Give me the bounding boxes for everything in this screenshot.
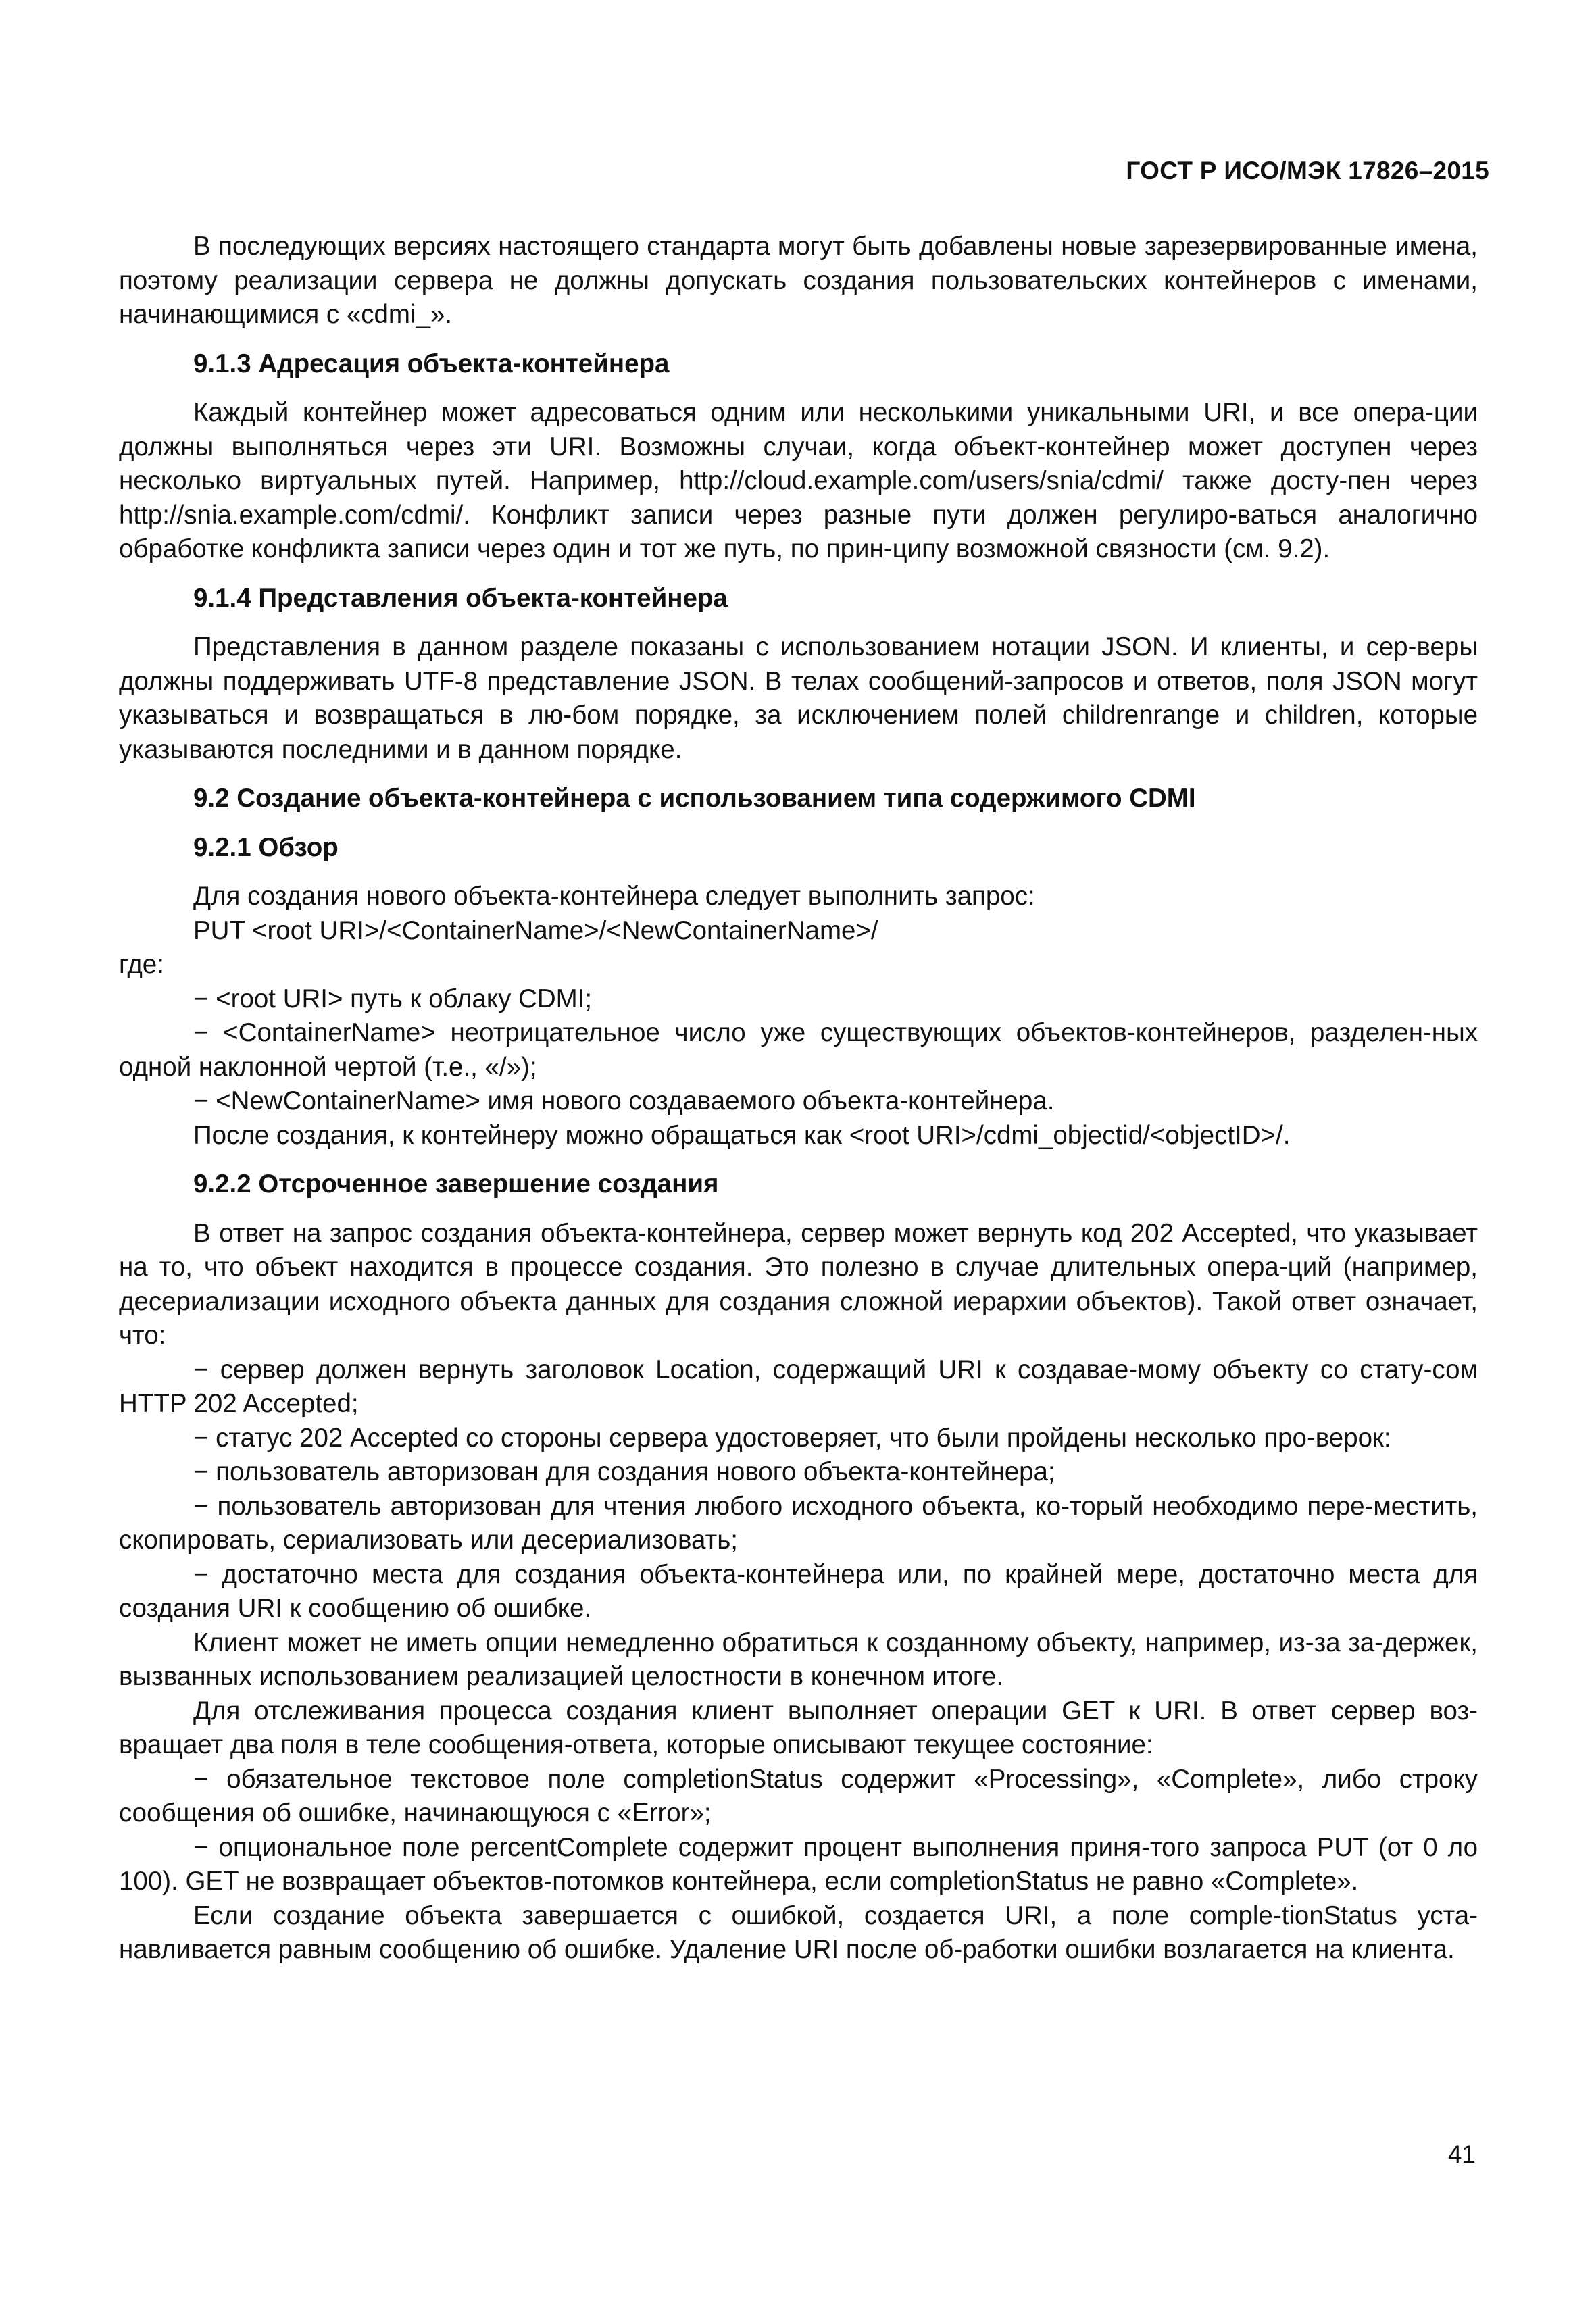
standard-code-header: ГОСТ Р ИСО/МЭК 17826–2015 bbox=[1126, 157, 1489, 184]
list-item-new-container-name: − <NewContainerName> имя нового создаваемого объекта-контейнера. bbox=[193, 1086, 1055, 1115]
list-item-checks: − статус 202 Accepted со стороны сервера удостоверяет, что были пройдены несколько про-верок: bbox=[193, 1423, 1391, 1453]
paragraph-put-syntax: PUT <root URI>/<ContainerName>/<NewContainerName>/ bbox=[193, 915, 878, 945]
list-item-completion-status: − обязательное текстовое поле completionStatus содержит «Processing», «Complete», либо строку сообщения об ошибке, начинающуюся с «Error»; bbox=[119, 1764, 1478, 1828]
paragraph-container-addressing: Каждый контейнер может адресоваться одним или несколькими уникальными URI, и все опера-ции должны выполняться через эти URI. Возможны случаи, когда объект-контейнер может доступен через несколько виртуальных путей. Например, http://cloud.example.com/users/snia/cdmi/ также досту-пен через http://snia.example.com/cdmi/. Конфликт записи через разные пути должен регулиро-ваться аналогично обработке конфликта записи через один и тот же путь, по прин-ципу возможной связности (см. 9.2). bbox=[119, 398, 1478, 563]
paragraph-tracking-get: Для отслеживания процесса создания клиент выполняет операции GET к URI. В ответ сервер воз-вращает два поля в теле сообщения-ответа, которые описывают текущее состояние: bbox=[119, 1696, 1478, 1759]
paragraph-reserved-names: В последующих версиях настоящего стандарта могут быть добавлены новые зарезервированные имена, поэтому реализации сервера не должны допускать создания пользовательских контейнеров с именами, начинающимися с «cdmi_». bbox=[119, 232, 1478, 329]
paragraph-create-request: Для создания нового объекта-контейнера следует выполнить запрос: bbox=[193, 882, 1035, 911]
paragraph-where: где: bbox=[119, 950, 164, 979]
list-item-percent-complete: − опциональное поле percentComplete содержит процент выполнения приня-того запроса PUT (от 0 ло 100). GET не возвращает объектов-потомков контейнера, если completionStatus не равно «Complete». bbox=[119, 1832, 1478, 1896]
heading-9-2-1: 9.2.1 Обзор bbox=[193, 832, 339, 862]
paragraph-after-creation: После создания, к контейнеру можно обращаться как <root URI>/cdmi_objectid/<objectID>/. bbox=[193, 1120, 1291, 1150]
heading-9-1-3: 9.1.3 Адресация объекта-контейнера bbox=[193, 349, 670, 378]
paragraph-202-accepted: В ответ на запрос создания объекта-контейнера, сервер может вернуть код 202 Accepted, что указывает на то, что объект находится в процессе создания. Это полезно в случае длительных опера-ций (например, десериализации исходного объекта данных для создания сложной иерархии объектов). Такой ответ означает, что: bbox=[119, 1218, 1478, 1350]
paragraph-error-handling: Если создание объекта завершается с ошибкой, создается URI, а поле comple-tionStatus уста-навливается равным сообщению об ошибке. Удаление URI после об-работки ошибки возлагается на клиента. bbox=[119, 1901, 1478, 1964]
list-item-root-uri: − <root URI> путь к облаку CDMI; bbox=[193, 984, 593, 1013]
list-item-location-header: − сервер должен вернуть заголовок Location, содержащий URI к создавае-мому объекту со стату-сом HTTP 202 Accepted; bbox=[119, 1355, 1478, 1418]
heading-9-2-2: 9.2.2 Отсроченное завершение создания bbox=[193, 1169, 719, 1199]
paragraph-client-delay: Клиент может не иметь опции немедленно обратиться к созданному объекту, например, из-за за-держек, вызванных использованием реализацией целостности в конечном итоге. bbox=[119, 1628, 1478, 1691]
page-body bbox=[119, 230, 1478, 1967]
list-item-container-name: − <ContainerName> неотрицательное число уже существующих объектов-контейнеров, разделен-ных одной наклонной чертой (т.е., «/»); bbox=[119, 1018, 1478, 1082]
heading-9-1-4: 9.1.4 Представления объекта-контейнера bbox=[193, 583, 728, 613]
heading-9-2: 9.2 Создание объекта-контейнера с использованием типа содержимого CDMI bbox=[193, 784, 1196, 813]
paragraph-container-representations: Представления в данном разделе показаны с использованием нотации JSON. И клиенты, и сер-веры должны поддерживать UTF-8 представление JSON. В телах сообщений-запросов и ответов, поля JSON могут указываться и возвращаться в лю-бом порядке, за исключением полей childrenrange и children, которые указываются последними и в данном порядке. bbox=[119, 632, 1478, 764]
list-item-authorized-create: − пользователь авторизован для создания нового объекта-контейнера; bbox=[193, 1457, 1055, 1486]
list-item-authorized-read: − пользователь авторизован для чтения любого исходного объекта, ко-торый необходимо пере-местить, скопировать, сериализовать или десериализовать; bbox=[119, 1491, 1478, 1555]
page-number: 41 bbox=[1447, 2140, 1476, 2168]
list-item-enough-space: − достаточно места для создания объекта-контейнера или, по крайней мере, достаточно места для создания URI к сообщению об ошибке. bbox=[119, 1559, 1478, 1623]
